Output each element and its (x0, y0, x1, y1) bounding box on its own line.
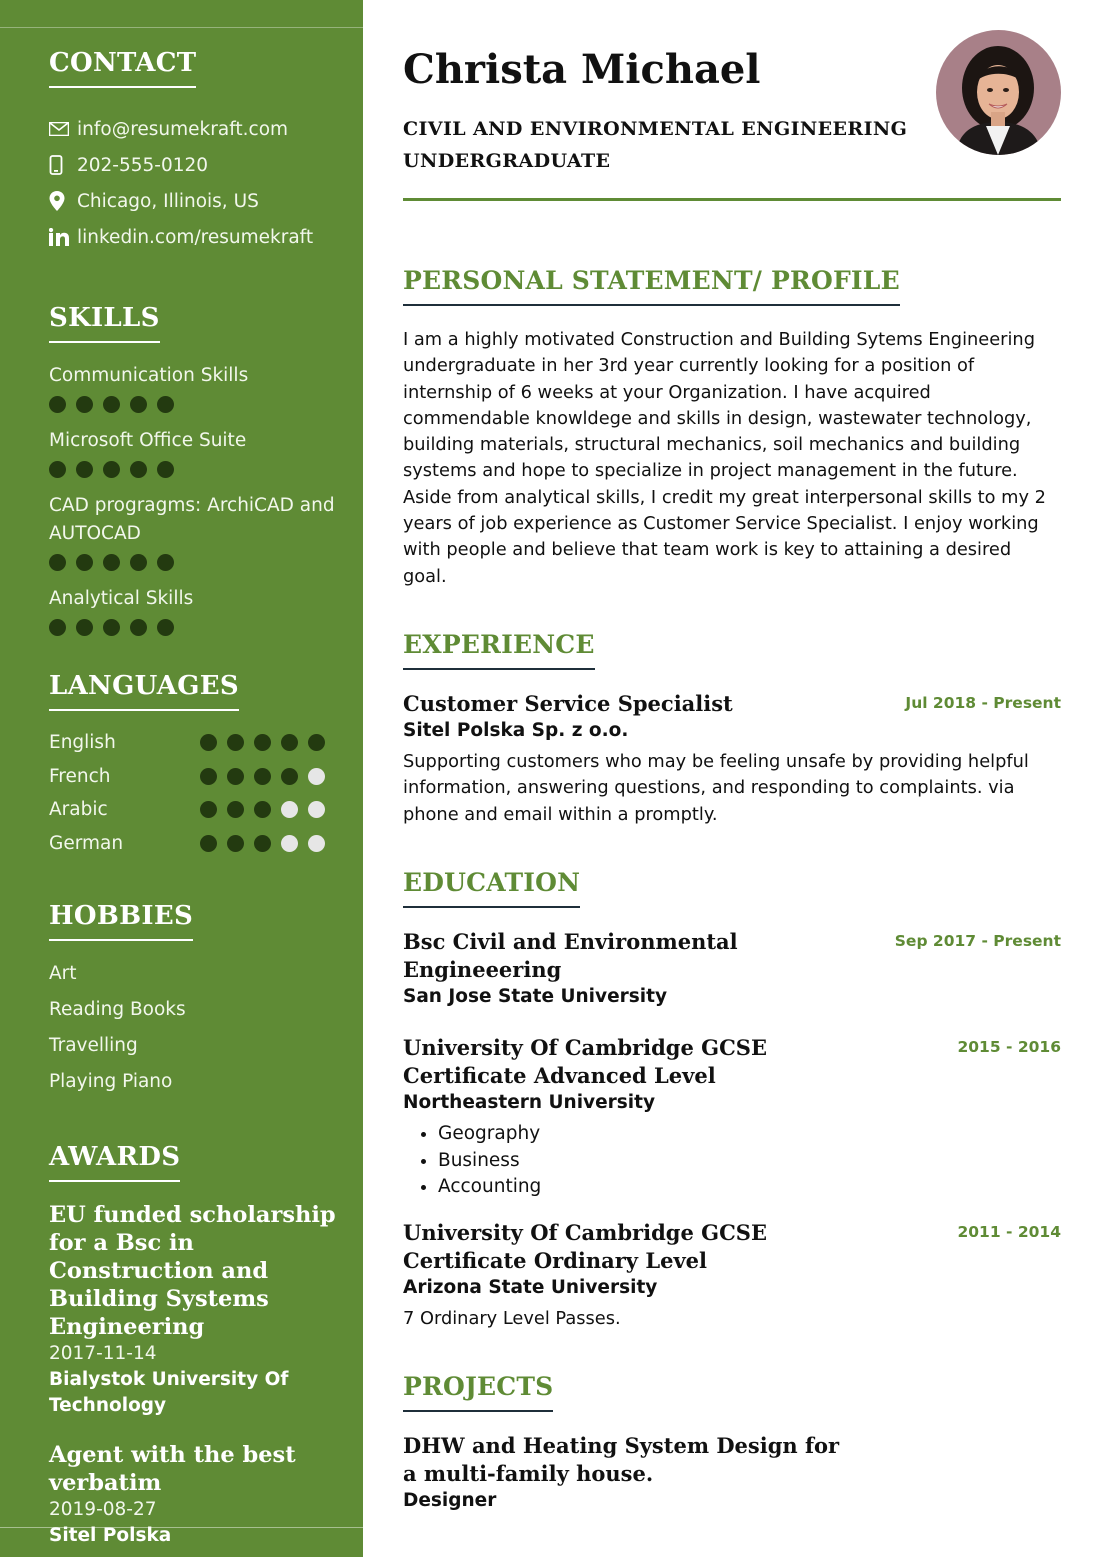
sidebar (0, 0, 363, 1557)
rating-dot-filled (281, 768, 298, 785)
skill-item (49, 427, 339, 478)
rating-dot-filled (130, 554, 147, 571)
rating-dot-filled (76, 619, 93, 636)
rating-dot-filled (103, 461, 120, 478)
rating-dot-filled (130, 619, 147, 636)
rating-dot-filled (254, 768, 271, 785)
experience-description: Supporting customers who may be feeling unsafe by providing helpful information, answering questions, and responding to complaints. via phone and email within a promptly. (403, 751, 1029, 825)
experience-section (403, 630, 595, 670)
rating-dot-filled (227, 835, 244, 852)
rating-dot-empty (308, 835, 325, 852)
education-degree: Bsc Civil and Environmental Engineeering (403, 929, 738, 982)
education-school: Northeastern University (403, 1092, 656, 1113)
skill-name: Analytical Skills (49, 588, 194, 609)
profile-section (403, 266, 900, 306)
award-org: Sitel Polska (49, 1525, 172, 1546)
language-name: German (49, 832, 124, 854)
list-item: • Geography (438, 1121, 1061, 1148)
profile-photo (936, 30, 1061, 155)
contact-email[interactable] (49, 111, 339, 147)
sidebar-top-divider (0, 27, 363, 28)
rating-dot-filled (157, 554, 174, 571)
candidate-name: Christa Michael (403, 46, 761, 93)
hobbies-list (49, 956, 339, 1100)
project-item (403, 1432, 1061, 1513)
skills-list (49, 362, 339, 636)
rating-dot-filled (254, 801, 271, 818)
skill-name: Communication Skills (49, 365, 249, 386)
rating-dot-filled (49, 396, 66, 413)
awards-title: AWARDS (49, 1142, 180, 1182)
education-description: 7 Ordinary Level Passes. (403, 1308, 621, 1329)
languages-list (49, 726, 325, 860)
rating-dot-filled (76, 461, 93, 478)
contact-phone[interactable] (49, 147, 339, 183)
language-name: Arabic (49, 799, 108, 821)
contact-phone-text: 202-555-0120 (77, 154, 209, 176)
award-item (49, 1201, 339, 1419)
project-title: DHW and Heating System Design for a multi-family house. (403, 1433, 840, 1486)
map-pin-icon (49, 191, 71, 211)
languages-section (49, 671, 239, 711)
hobbies-title: HOBBIES (49, 901, 193, 941)
language-rating (200, 734, 325, 751)
experience-company: Sitel Polska Sp. z o.o. (403, 720, 629, 741)
skill-rating (49, 619, 339, 636)
rating-dot-filled (227, 768, 244, 785)
envelope-icon (49, 122, 71, 136)
contact-linkedin[interactable] (49, 219, 339, 255)
skill-item (49, 492, 339, 571)
rating-dot-filled (308, 734, 325, 751)
award-date: 2019-08-27 (49, 1499, 157, 1520)
skill-rating (49, 396, 339, 413)
contact-title: CONTACT (49, 48, 196, 88)
language-rating (200, 801, 325, 818)
award-title: EU funded scholarship for a Bsc in Construction and Building Systems Engineering (49, 1202, 336, 1340)
education-degree: University Of Cambridge GCSE Certificate Advanced Level (403, 1035, 767, 1088)
profile-title: PERSONAL STATEMENT/ PROFILE (403, 266, 900, 306)
list-item: • Accounting (438, 1174, 1061, 1201)
hobby-item: Playing Piano (49, 1071, 173, 1092)
experience-job-title: Customer Service Specialist (403, 691, 733, 716)
contact-list (49, 111, 339, 255)
awards-section (49, 1142, 180, 1182)
rating-dot-filled (103, 619, 120, 636)
rating-dot-filled (254, 835, 271, 852)
contact-location (49, 183, 339, 219)
rating-dot-empty (308, 801, 325, 818)
profile-text: I am a highly motivated Construction and Building Sytems Engineering undergraduate in her 3rd year currently looking for a position of internship of 6 weeks at your Organization. I have acquired commendable knowldege and skills in design, wastewater technology, building materials, structural mechanics, soil mechanics and building systems and hope to specialize in project management in the future. Aside from analytical skills, I credit my great interpersonal skills to my 2 years of job experience as Customer Service Specialist. I enjoy working with people and believe that team work is key to attaining a desired goal. (403, 329, 1046, 587)
education-title: EDUCATION (403, 868, 580, 908)
rating-dot-filled (254, 734, 271, 751)
skill-name: CAD progragms: ArchiCAD and AUTOCAD (49, 495, 335, 544)
candidate-title: CIVIL AND ENVIRONMENTAL ENGINEERING UNDERGRADUATE (403, 118, 908, 172)
project-role: Designer (403, 1490, 497, 1511)
rating-dot-filled (130, 461, 147, 478)
rating-dot-filled (200, 768, 217, 785)
skill-rating (49, 461, 339, 478)
experience-item (403, 690, 1061, 828)
contact-location-text: Chicago, Illinois, US (77, 190, 259, 212)
language-name: French (49, 765, 111, 787)
rating-dot-filled (130, 396, 147, 413)
skill-item (49, 585, 339, 636)
projects-section (403, 1372, 553, 1412)
rating-dot-filled (76, 396, 93, 413)
hobbies-section (49, 901, 193, 941)
hobby-item: Art (49, 963, 77, 984)
rating-dot-filled (103, 396, 120, 413)
skill-item (49, 362, 339, 413)
award-title: Agent with the best verbatim (49, 1442, 296, 1496)
rating-dot-filled (281, 734, 298, 751)
education-item (403, 1219, 1061, 1332)
rating-dot-empty (281, 835, 298, 852)
rating-dot-filled (103, 554, 120, 571)
language-item (49, 760, 325, 794)
skills-title: SKILLS (49, 303, 160, 343)
contact-email-text: info@resumekraft.com (77, 118, 289, 140)
languages-title: LANGUAGES (49, 671, 239, 711)
awards-list (49, 1201, 339, 1549)
list-item: • Business (438, 1148, 1061, 1175)
language-item (49, 726, 325, 760)
rating-dot-filled (157, 461, 174, 478)
rating-dot-empty (308, 768, 325, 785)
language-item (49, 793, 325, 827)
education-degree: University Of Cambridge GCSE Certificate Ordinary Level (403, 1220, 767, 1273)
rating-dot-filled (76, 554, 93, 571)
skill-name: Microsoft Office Suite (49, 430, 247, 451)
award-org: Bialystok University Of Technology (49, 1369, 289, 1416)
award-item (49, 1441, 339, 1549)
rating-dot-filled (227, 734, 244, 751)
linkedin-icon (49, 228, 71, 246)
projects-title: PROJECTS (403, 1372, 553, 1412)
rating-dot-filled (49, 554, 66, 571)
education-item (403, 1034, 1061, 1201)
skills-section (49, 303, 160, 343)
award-date: 2017-11-14 (49, 1343, 157, 1364)
rating-dot-filled (227, 801, 244, 818)
rating-dot-filled (200, 801, 217, 818)
header-divider (403, 198, 1061, 201)
language-item (49, 827, 325, 861)
language-name: English (49, 732, 116, 754)
experience-date: Jul 2018 - Present (905, 694, 1061, 712)
education-item (403, 928, 1061, 1009)
rating-dot-filled (49, 619, 66, 636)
hobby-item: Travelling (49, 1035, 138, 1056)
education-subjects (403, 1121, 1061, 1201)
contact-section (49, 48, 196, 88)
skill-rating (49, 554, 339, 571)
experience-title: EXPERIENCE (403, 630, 595, 670)
education-date: Sep 2017 - Present (894, 932, 1061, 950)
mobile-phone-icon (49, 155, 71, 175)
rating-dot-empty (281, 801, 298, 818)
hobby-item: Reading Books (49, 999, 186, 1020)
education-date: 2015 - 2016 (957, 1038, 1061, 1056)
rating-dot-filled (49, 461, 66, 478)
education-school: Arizona State University (403, 1277, 658, 1298)
education-section (403, 868, 580, 908)
rating-dot-filled (200, 734, 217, 751)
language-rating (200, 768, 325, 785)
language-rating (200, 835, 325, 852)
rating-dot-filled (200, 835, 217, 852)
rating-dot-filled (157, 396, 174, 413)
education-school: San Jose State University (403, 986, 668, 1007)
contact-linkedin-text: linkedin.com/resumekraft (77, 226, 314, 248)
education-date: 2011 - 2014 (957, 1223, 1061, 1241)
rating-dot-filled (157, 619, 174, 636)
